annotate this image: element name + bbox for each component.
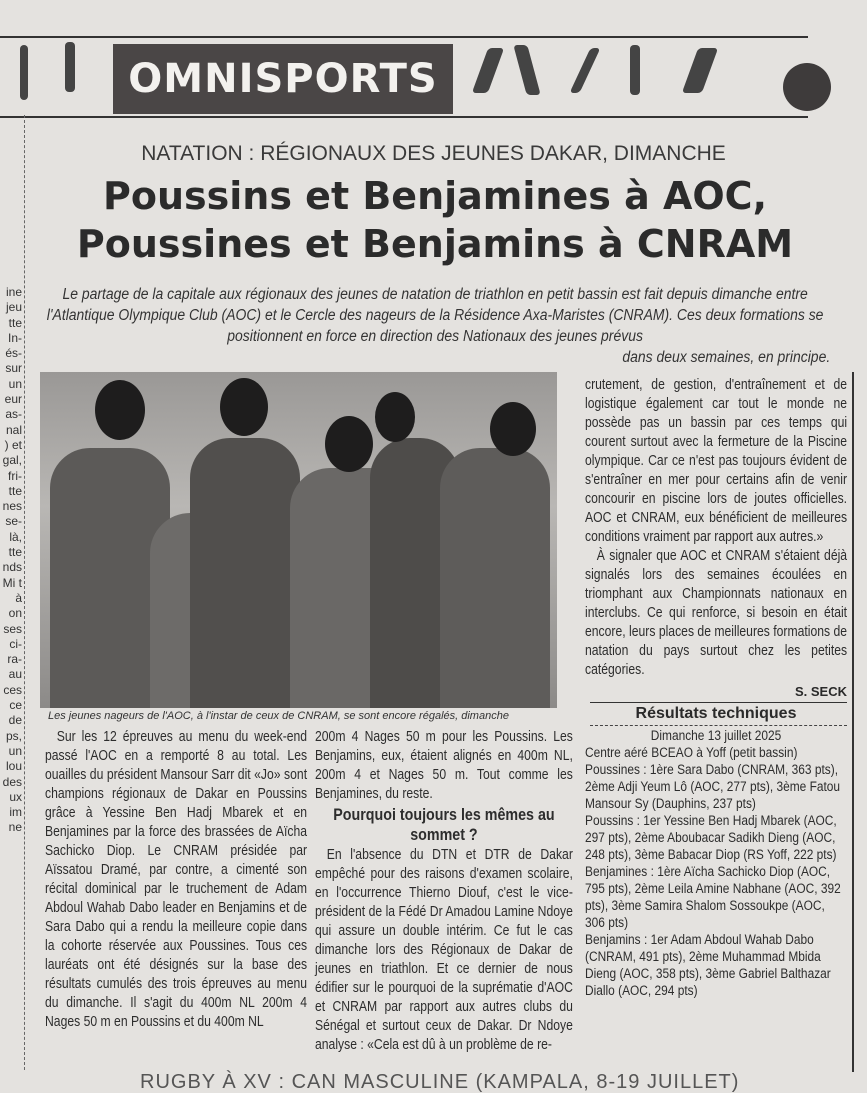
article-lead-container [40, 284, 830, 368]
divider [590, 725, 847, 726]
paragraph: Sur les 12 épreuves au menu du week-end passé l'AOC en a remporté 8 au total. Les ouailles du président Mansour Sarr dit «Jo» sont champions régionaux de Dakar en Poussins grâce à Yessine Ben Hadj Mbarek et en Benjamines par la force des brassées de Aïcha Sachicko Diop. Le CNRAM présidée par Aïssatou Dramé, par contre, a cimenté son récital dominical par le truchement de Adam Abdoul Wahab Dabo leader en Benjamins et de Sara Dabo qui a rendu la meilleure copie dans la cohorte réservée aux Poussines. Tous ces lauréats ont été désignés sur la base des résultats cumulés des trois épreuves au menu du dimanche. Il s'agit du 400m NL 200m 4 Nages 50 m en Poussins et du 400m NL [45, 729, 308, 1030]
results-title: Résultats techniques [635, 705, 797, 722]
results-line: Poussins : 1er Yessine Ben Hadj Mbarek (AOC, 297 pts), 2ème Aboubacar Sadikh Dieng (AOC, 248 pts), 3ème Babacar Diop (RS Yoff, 222 pts) [585, 813, 837, 863]
article-subheading: Pourquoi toujours les mêmes au sommet ? [333, 805, 555, 844]
headline-line-2: Poussines et Benjamins à CNRAM [76, 222, 794, 266]
column-divider [852, 372, 854, 1072]
right-column-stack [585, 376, 847, 1000]
results-line: Benjamins : 1er Adam Abdoul Wahab Dabo (CNRAM, 491 pts), 2ème Muhammad Mbida Dieng (AOC, 358 pts), 3ème Gabriel Balthazar Diallo (AOC, 294 pts) [585, 932, 831, 999]
paragraph: À signaler que AOC et CNRAM s'étaient déjà signalés lors des semaines écoulées en triomphant aux Championnats nationaux en interclubs. Ce qui renforce, si besoin en était encore, leurs places de meilleures formations de natation du pays surtout chez les petites catégories. [585, 548, 848, 678]
results-venue: Centre aéré BCEAO à Yoff (petit bassin) [585, 745, 798, 761]
paragraph: En l'absence du DTN et DTR de Dakar empêché pour des raisons d'examen scolaire, en l'occurrence Thierno Diouf, c'est le vice-président de la Fédé Dr Amadou Lamine Ndoye qui assure un double intérim. Ce fut le cas dimanche lors des Régionaux de Dakar de jeunes en triathlon. Et ce dernier de nous édifier sur le pourquoi de la suprématie d'AOC et CNRAM par rapport aux autres clubs du Sénégal et surtout ceux de Dakar. Dr Ndoye analyse : «Cela est dû à un problème de re- [315, 847, 573, 1053]
article-lead: Le partage de la capitale aux régionaux des jeunes de natation de triathlon en petit bassin est fait depuis dimanche entre l'Atlantique Olympique Club (AOC) et le Cercle des nageurs de la Résidence Axa-Maristes (CNRAM). Ces deux formations se positionnent en force en direction des Nationaux des jeunes prévus [46, 286, 824, 345]
headline-line-1: Poussins et Benjamines à AOC, [103, 174, 767, 218]
article-lead-block [40, 284, 830, 368]
paragraph: crutement, de gestion, d'entraînement et de logistique également car tout le monde ne possède pas un bassin par ces temps qui courent surtout avec la fermeture de la Piscine olympique. Car ce n'est pas toujours évident de s'entraîner en mer pour certains afin de venir concourir en piscine lors de joutes officielles. AOC et CNRAM, eux bénéficient de meilleures conditions vraiment par rapport aux autres.» [585, 377, 848, 545]
article-headline [20, 172, 850, 268]
byline: S. SECK [794, 684, 847, 699]
athlete-silhouette-icon [65, 42, 75, 92]
article-column-1 [45, 728, 307, 1032]
ball-icon [783, 63, 831, 111]
article-lead-end: dans deux semaines, en principe. [622, 349, 831, 366]
next-article-teaser: RUGBY À XV : CAN MASCULINE (KAMPALA, 8-19 JUILLET) [140, 1071, 740, 1093]
adjacent-article-fragments: ine jeu tte In- és- sur un eur as- nal ) et gal, fri- tte nes se- là, tte nds Mi t à on ses ci- ra- au ces ce de ps, un lou des ux im ne [2, 285, 22, 835]
article-column-2 [315, 728, 573, 1055]
results-line: Poussines : 1ère Sara Dabo (CNRAM, 363 pts), 2ème Adji Yeum Lô (AOC, 277 pts), 3ème Fatou Mansour Sy (Dauphins, 237 pts) [585, 762, 841, 812]
article-kicker: NATATION : RÉGIONAUX DES JEUNES DAKAR, DIMANCHE [141, 142, 726, 165]
paragraph: 200m 4 Nages 50 m pour les Poussins. Les Benjamins, eux, étaient alignés en 400m NL, 200m 4 et Nages 50 m. Tout comme les Benjamines, du reste. [315, 729, 573, 802]
team-photo [40, 372, 557, 708]
photo-caption: Les jeunes nageurs de l'AOC, à l'instar de ceux de CNRAM, se sont encore régalés, dimanche [48, 710, 509, 722]
results-date: Dimanche 13 juillet 2025 [650, 728, 782, 744]
results-box [585, 728, 847, 1000]
athlete-silhouette-icon [630, 45, 640, 95]
results-line: Benjamines : 1ère Aïcha Sachicko Diop (AOC, 795 pts), 2ème Leila Amine Nabhane (AOC, 392 pts), 3ème Samira Shalom Sossoukpe (AOC, 306 pts) [585, 864, 841, 931]
athlete-silhouette-icon [20, 45, 28, 100]
section-title: OMNISPORTS [113, 44, 453, 114]
article-column-right [585, 376, 847, 680]
